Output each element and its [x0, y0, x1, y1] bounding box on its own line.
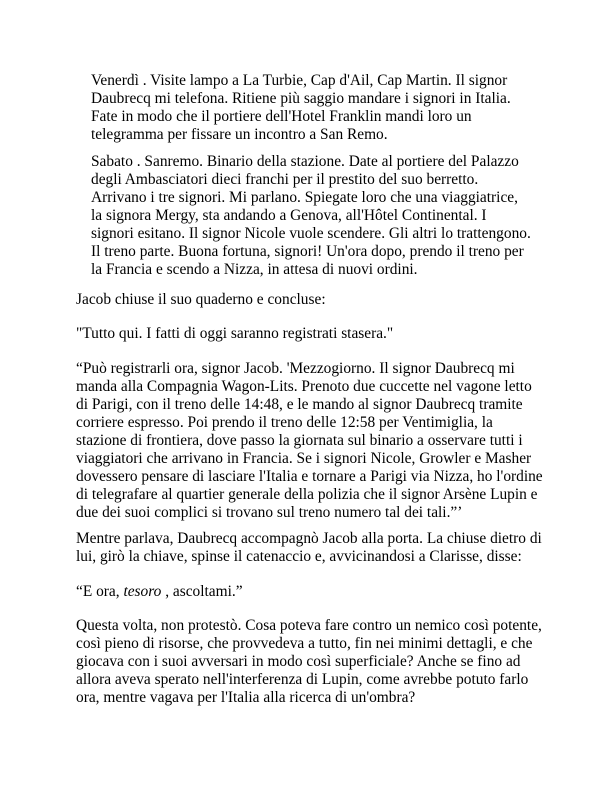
paragraph: Questa volta, non protestò. Cosa poteva fare contro un nemico così potente, così pieno di risorse, che provvedeva a tutto, fin nei minimi dettagli, e che giocava con i suoi avversari in modo così superficiale? Anche se fino ad allora aveva sperato nell'interferenza di Lupin, come avrebbe potuto farlo ora, mentre vagava per l'Italia alla ricerca di un'ombra?	[76, 617, 542, 706]
diary-entry-saturday: Sabato . Sanremo. Binario della stazione. Date al portiere del Palazzo degli Ambasciatori dieci franchi per il prestito del suo berretto. Arrivano i tre signori. Mi parlano. Spiegate loro che una viaggiatrice, la signora Mergy, sta andando a Genova, all'Hôtel Continental. I signori esitano. Il signor Nicole vuole scendere. Gli altri lo trattengono. Il treno parte. Buona fortuna, signori! Un'ora dopo, prendo il treno per la Francia e scendo a Nizza, in attesa di nuovi ordini.	[91, 153, 531, 278]
paragraph: "Tutto qui. I fatti di oggi saranno registrati stasera."	[76, 325, 394, 342]
diary-entry-friday: Venerdì . Visite lampo a La Turbie, Cap d'Ail, Cap Martin. Il signor Daubrecq mi telefona. Ritiene più saggio mandare i signori in Italia. Fate in modo che il portiere dell'Hotel Franklin mandi loro un telegramma per fissare un incontro a San Remo.	[91, 72, 511, 143]
paragraph: Mentre parlava, Daubrecq accompagnò Jacob alla porta. La chiuse dietro di lui, girò la chiave, spinse il catenaccio e, avvicinandosi a Clarisse, disse:	[76, 530, 542, 565]
paragraph: Jacob chiuse il suo quaderno e concluse:	[76, 291, 326, 308]
italic-word: tesoro	[123, 583, 162, 600]
paragraph: “Può registrarli ora, signor Jacob. 'Mezzogiorno. Il signor Daubrecq mi manda alla Compagnia Wagon-Lits. Prenoto due cuccette nel vagone letto di Parigi, con il treno delle 14:48, e le mando al signor Daubrecq tramite corriere espresso. Poi prendo il treno delle 12:58 per Ventimiglia, la stazione di frontiera, dove passo la giornata sul binario a osservare tutti i viaggiatori che arrivano in Francia. Se i signori Nicole, Growler e Masher dovessero pensare di lasciare l'Italia e tornare a Parigi via Nizza, ho l'ordine di telegrafare al quartier generale della polizia che il signor Arsène Lupin e due dei suoi complici si trovano sul treno numero tal dei tali.”’	[76, 360, 543, 521]
text-span: “E ora,	[76, 583, 124, 600]
text-span: , ascoltami.”	[161, 583, 243, 600]
paragraph-dialogue	[76, 583, 546, 601]
